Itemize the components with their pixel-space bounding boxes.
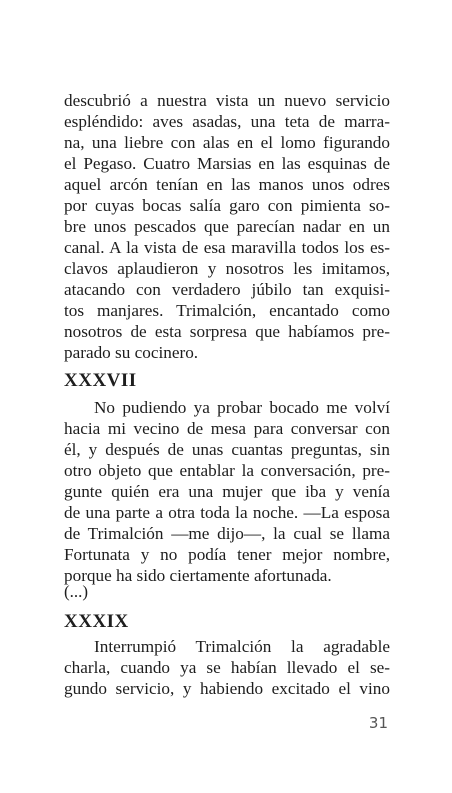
text-line: otro objeto que entablar la conversación, pre- xyxy=(64,461,390,480)
text-line: Fortunata y no podía tener mejor nombre, xyxy=(64,545,390,564)
paragraph-continuation xyxy=(64,90,390,363)
text-line: de Trimalción —me dijo—, la cual se llama xyxy=(64,524,390,543)
text-line: tos manjares. Trimalción, encantado como xyxy=(64,301,390,320)
text-line: canal. A la vista de esa maravilla todos los es- xyxy=(64,238,390,257)
text-line: nosotros de esta sorpresa que habíamos pre- xyxy=(64,322,390,341)
text-line: clavos aplaudieron y nosotros les imitamos, xyxy=(64,259,390,278)
text-line: atacando con verdadero júbilo tan exquisi- xyxy=(64,280,390,299)
text-line: gundo servicio, y habiendo excitado el vino xyxy=(64,679,390,698)
text-line: bre unos pescados que parecían nadar en un xyxy=(64,217,390,236)
text-line: por cuyas bocas salía garo con pimienta so- xyxy=(64,196,390,215)
section-heading: XXXIX xyxy=(64,611,129,632)
text-line: el Pegaso. Cuatro Marsias en las esquinas de xyxy=(64,154,390,173)
text-line: aquel arcón tenían en las manos unos odres xyxy=(64,175,390,194)
omission-mark: (...) xyxy=(64,582,89,601)
section-paragraph xyxy=(64,636,390,699)
page-number: 31 xyxy=(368,714,388,732)
text-line: de una parte a otra toda la noche. —La esposa xyxy=(64,503,390,522)
text-line: Interrumpió Trimalción la agradable xyxy=(94,637,390,656)
text-line: na, una liebre con alas en el lomo figurando xyxy=(64,133,390,152)
text-line: No pudiendo ya probar bocado me volví xyxy=(94,398,390,417)
text-line: hacia mi vecino de mesa para conversar con xyxy=(64,419,390,438)
text-line: él, y después de unas cuantas preguntas, sin xyxy=(64,440,390,459)
text-line: porque ha sido ciertamente afortunada. xyxy=(64,566,332,585)
text-line: espléndido: aves asadas, una teta de marra- xyxy=(64,112,390,131)
text-line: parado su cocinero. xyxy=(64,343,199,362)
text-line: charla, cuando ya se habían llevado el se- xyxy=(64,658,390,677)
section-paragraph xyxy=(64,397,390,586)
section-heading: XXXVII xyxy=(64,370,137,391)
text-line: gunte quién era una mujer que iba y venía xyxy=(64,482,390,501)
text-line: descubrió a nuestra vista un nuevo servicio xyxy=(64,91,390,110)
